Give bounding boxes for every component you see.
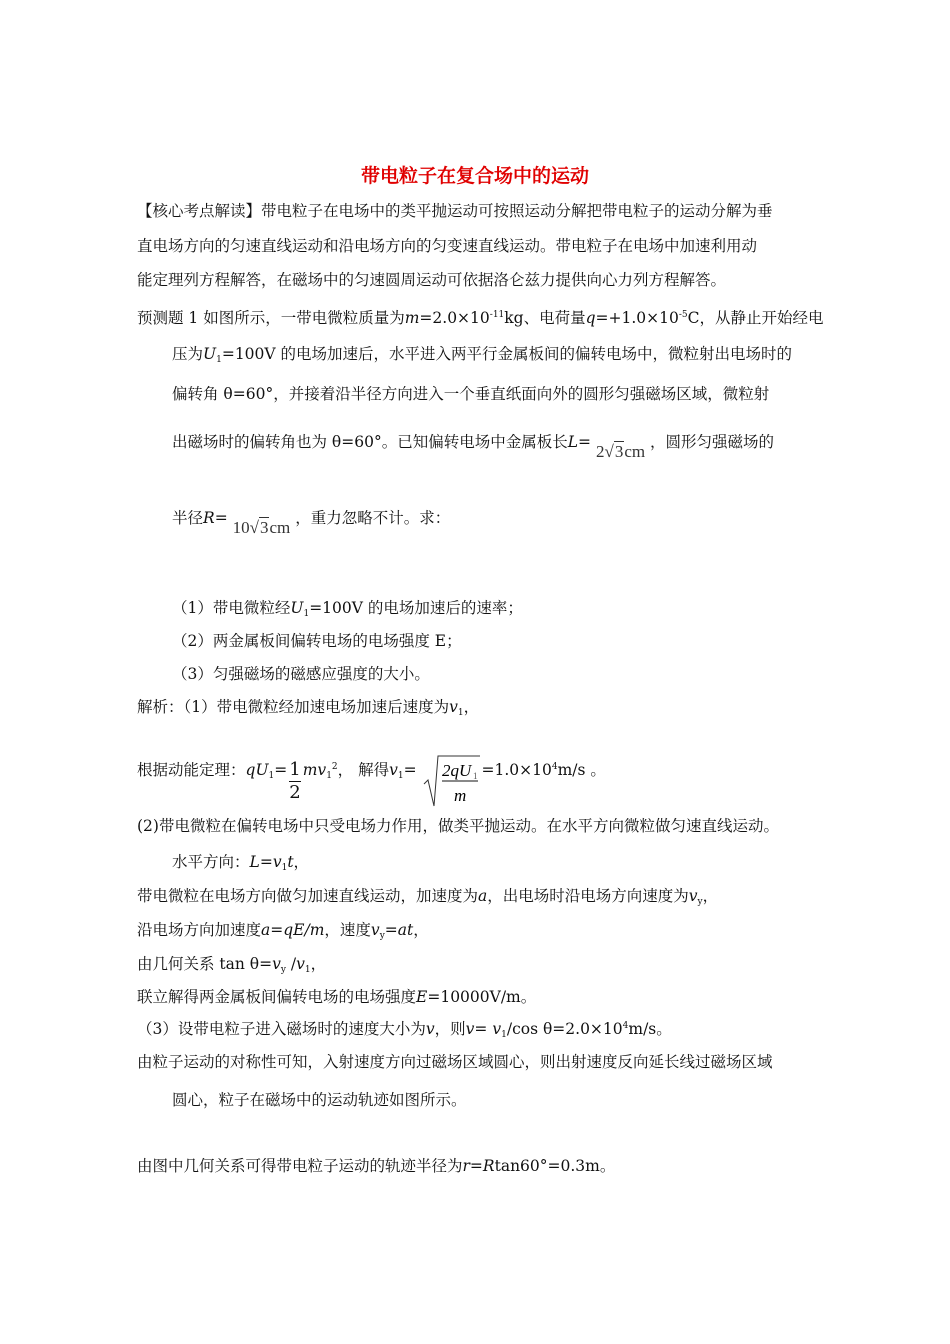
question-3: （3）匀强磁场的磁感应强度的大小。 [172, 665, 430, 683]
solution-line-6: 沿电场方向加速度a=qE/m，速度$v_y=at$， [137, 921, 429, 941]
radical-numerator-sub: 1 [472, 771, 478, 781]
problem-line-5: 半径R= 10√3cm ，重力忽略不计。求： [172, 509, 451, 537]
question-2: （2）两金属板间偏转电场的电场强度 E； [172, 632, 462, 650]
intro-line-1: 【核心考点解读】带电粒子在电场中的类平抛运动可按照运动分解把带电粒子的运动分解为垂 [137, 202, 773, 220]
solution-line-1: 解析：（1）带电微粒经加速电场加速后速度为$v_1$， [137, 698, 480, 718]
problem-line-4: 出磁场时的偏转角也为 θ=60°。已知偏转电场中金属板长L= 2√3cm ，圆形匀强磁场的 [172, 433, 775, 461]
page-title: 带电粒子在复合场中的运动 [360, 165, 589, 187]
solution-line-11: 圆心，粒子在磁场中的运动轨迹如图所示。 [172, 1091, 467, 1109]
intro-line-2: 直电场方向的匀速直线运动和沿电场方向的匀变速直线运动。带电粒子在电场中加速利用动 [137, 237, 758, 255]
radius-formula: 10√3cm [232, 518, 291, 537]
radical-numerator: 2qU [441, 761, 471, 780]
plate-length-formula: 2√3cm [595, 442, 646, 461]
solution-line-3: (2)带电微粒在偏转电场中只受电场力作用，做类平抛运动。在水平方向微粒做匀速直线运动。 [137, 817, 779, 835]
solution-line-4: 水平方向：$L=v_1t$， [172, 853, 310, 873]
solution-line-5: 带电微粒在电场方向做匀加速直线运动，加速度为a，出电场时沿电场方向速度为$v_y$， [137, 887, 719, 907]
one-half-fraction: $\frac{1}{2}$ [289, 758, 301, 803]
solution-line-8: 联立解得两金属板间偏转电场的电场强度E=10000V/m。 [137, 988, 537, 1006]
solution-line-2: 根据动能定理：$qU_1=$ $\frac{1}{2}$ $mv_1^2$， 解得$v_1=$ 2qU 1 m $=1.0\times 10^4m/s$ 。 [137, 744, 606, 794]
question-1: （1）带电微粒经$U_1=100V$ 的电场加速后的速率； [172, 599, 523, 619]
problem-line-1: 预测题 1 如图所示，一带电微粒质量为$m=2.0\times 10^{-11}kg$、电荷量$q=+1.0\times 10^{-5}C$，从静止开始经电 [137, 309, 824, 327]
velocity-radical [422, 754, 482, 808]
radical-denominator: m [453, 786, 466, 805]
solution-line-7: 由几何关系 $\tan \theta=v_y$ $/v_1$， [137, 955, 327, 975]
intro-line-3: 能定理列方程解答，在磁场中的匀速圆周运动可依据洛仑兹力提供向心力列方程解答。 [137, 271, 727, 289]
solution-line-12: 由图中几何关系可得带电粒子运动的轨迹半径为r=Rtan60°=0.3m。 [137, 1157, 616, 1175]
problem-line-2: 压为$U_1=100V$ 的电场加速后，水平进入两平行金属板间的偏转电场中，微粒射出电场时的 [172, 345, 793, 365]
problem-line-3: 偏转角 θ=60°，并接着沿半径方向进入一个垂直纸面向外的圆形匀强磁场区域，微粒射 [172, 385, 770, 403]
solution-line-10: 由粒子运动的对称性可知，入射速度方向过磁场区域圆心，则出射速度反向延长线过磁场区域 [137, 1053, 773, 1071]
solution-line-9: （3）设带电粒子进入磁场时的速度大小为v，则$v= v_1/\cos$ $\theta=2.0\times 10^4m/s$。 [137, 1020, 672, 1040]
